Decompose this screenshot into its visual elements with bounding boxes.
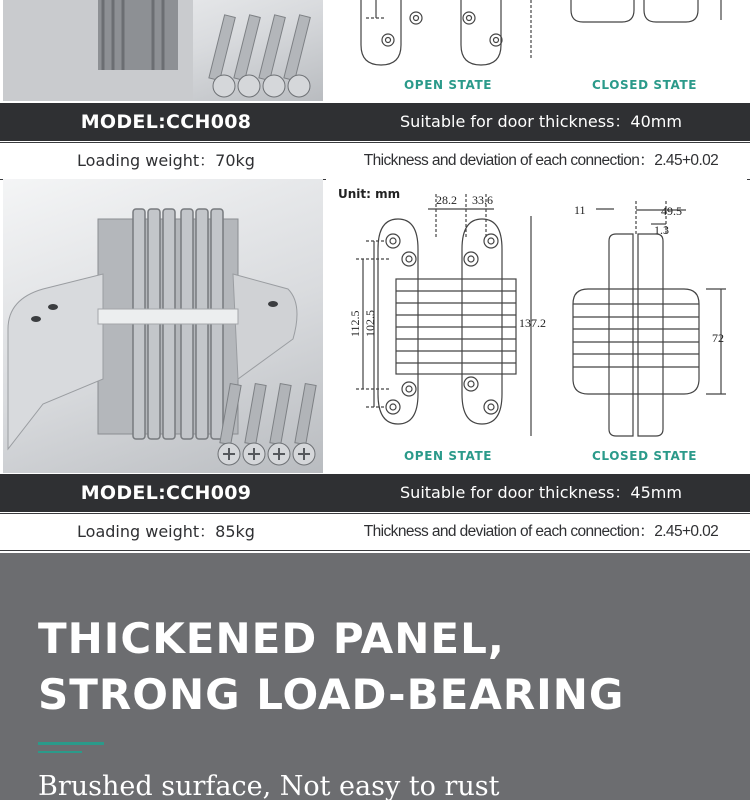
model-label-cch009: MODEL:CCH009 bbox=[0, 474, 332, 512]
door-thickness-cch008: Suitable for door thickness：40mm bbox=[332, 103, 750, 141]
closed-state-label: CLOSED STATE bbox=[592, 78, 698, 92]
product-photo-cch009 bbox=[3, 179, 323, 473]
dim-1-3: 1.3 bbox=[654, 223, 669, 237]
hinge-image bbox=[3, 179, 323, 473]
loading-weight-cch009: Loading weight：85kg bbox=[0, 513, 332, 551]
deviation-cch008: Thickness and deviation of each connection：2.45+0.02 bbox=[332, 142, 750, 180]
open-state-label: OPEN STATE bbox=[404, 78, 493, 92]
accent-underline-thin bbox=[38, 751, 82, 753]
feature-banner bbox=[0, 553, 750, 800]
banner-headline-line2: STRONG LOAD-BEARING bbox=[38, 670, 625, 719]
hinge-image bbox=[3, 0, 323, 101]
dim-112-5: 112.5 bbox=[348, 310, 362, 337]
unit-label: Unit: mm bbox=[338, 187, 401, 201]
dim-11: 11 bbox=[574, 203, 586, 217]
open-state-label: OPEN STATE bbox=[404, 449, 493, 463]
deviation-cch009: Thickness and deviation of each connection：2.45+0.02 bbox=[332, 513, 750, 551]
door-thickness-cch009: Suitable for door thickness：45mm bbox=[332, 474, 750, 512]
dim-28-2: 28.2 bbox=[436, 193, 457, 207]
closed-state-label: CLOSED STATE bbox=[592, 449, 698, 463]
product-photo-cch008 bbox=[3, 0, 323, 101]
loading-weight-cch008: Loading weight：70kg bbox=[0, 142, 332, 180]
dim-102-5: 102.5 bbox=[363, 310, 377, 337]
accent-underline bbox=[38, 742, 104, 745]
dim-33-6: 33.6 bbox=[472, 193, 493, 207]
model-label-cch008: MODEL:CCH008 bbox=[0, 103, 332, 141]
banner-headline-line1: THICKENED PANEL, bbox=[38, 614, 505, 663]
technical-drawing-cch009 bbox=[326, 179, 747, 473]
dim-49-5: 49.5 bbox=[661, 204, 682, 218]
banner-subline: Brushed surface, Not easy to rust bbox=[38, 771, 500, 802]
dim-137-2: 137.2 bbox=[519, 316, 546, 330]
dim-72: 72 bbox=[712, 331, 724, 345]
technical-drawing-cch008 bbox=[326, 0, 747, 101]
